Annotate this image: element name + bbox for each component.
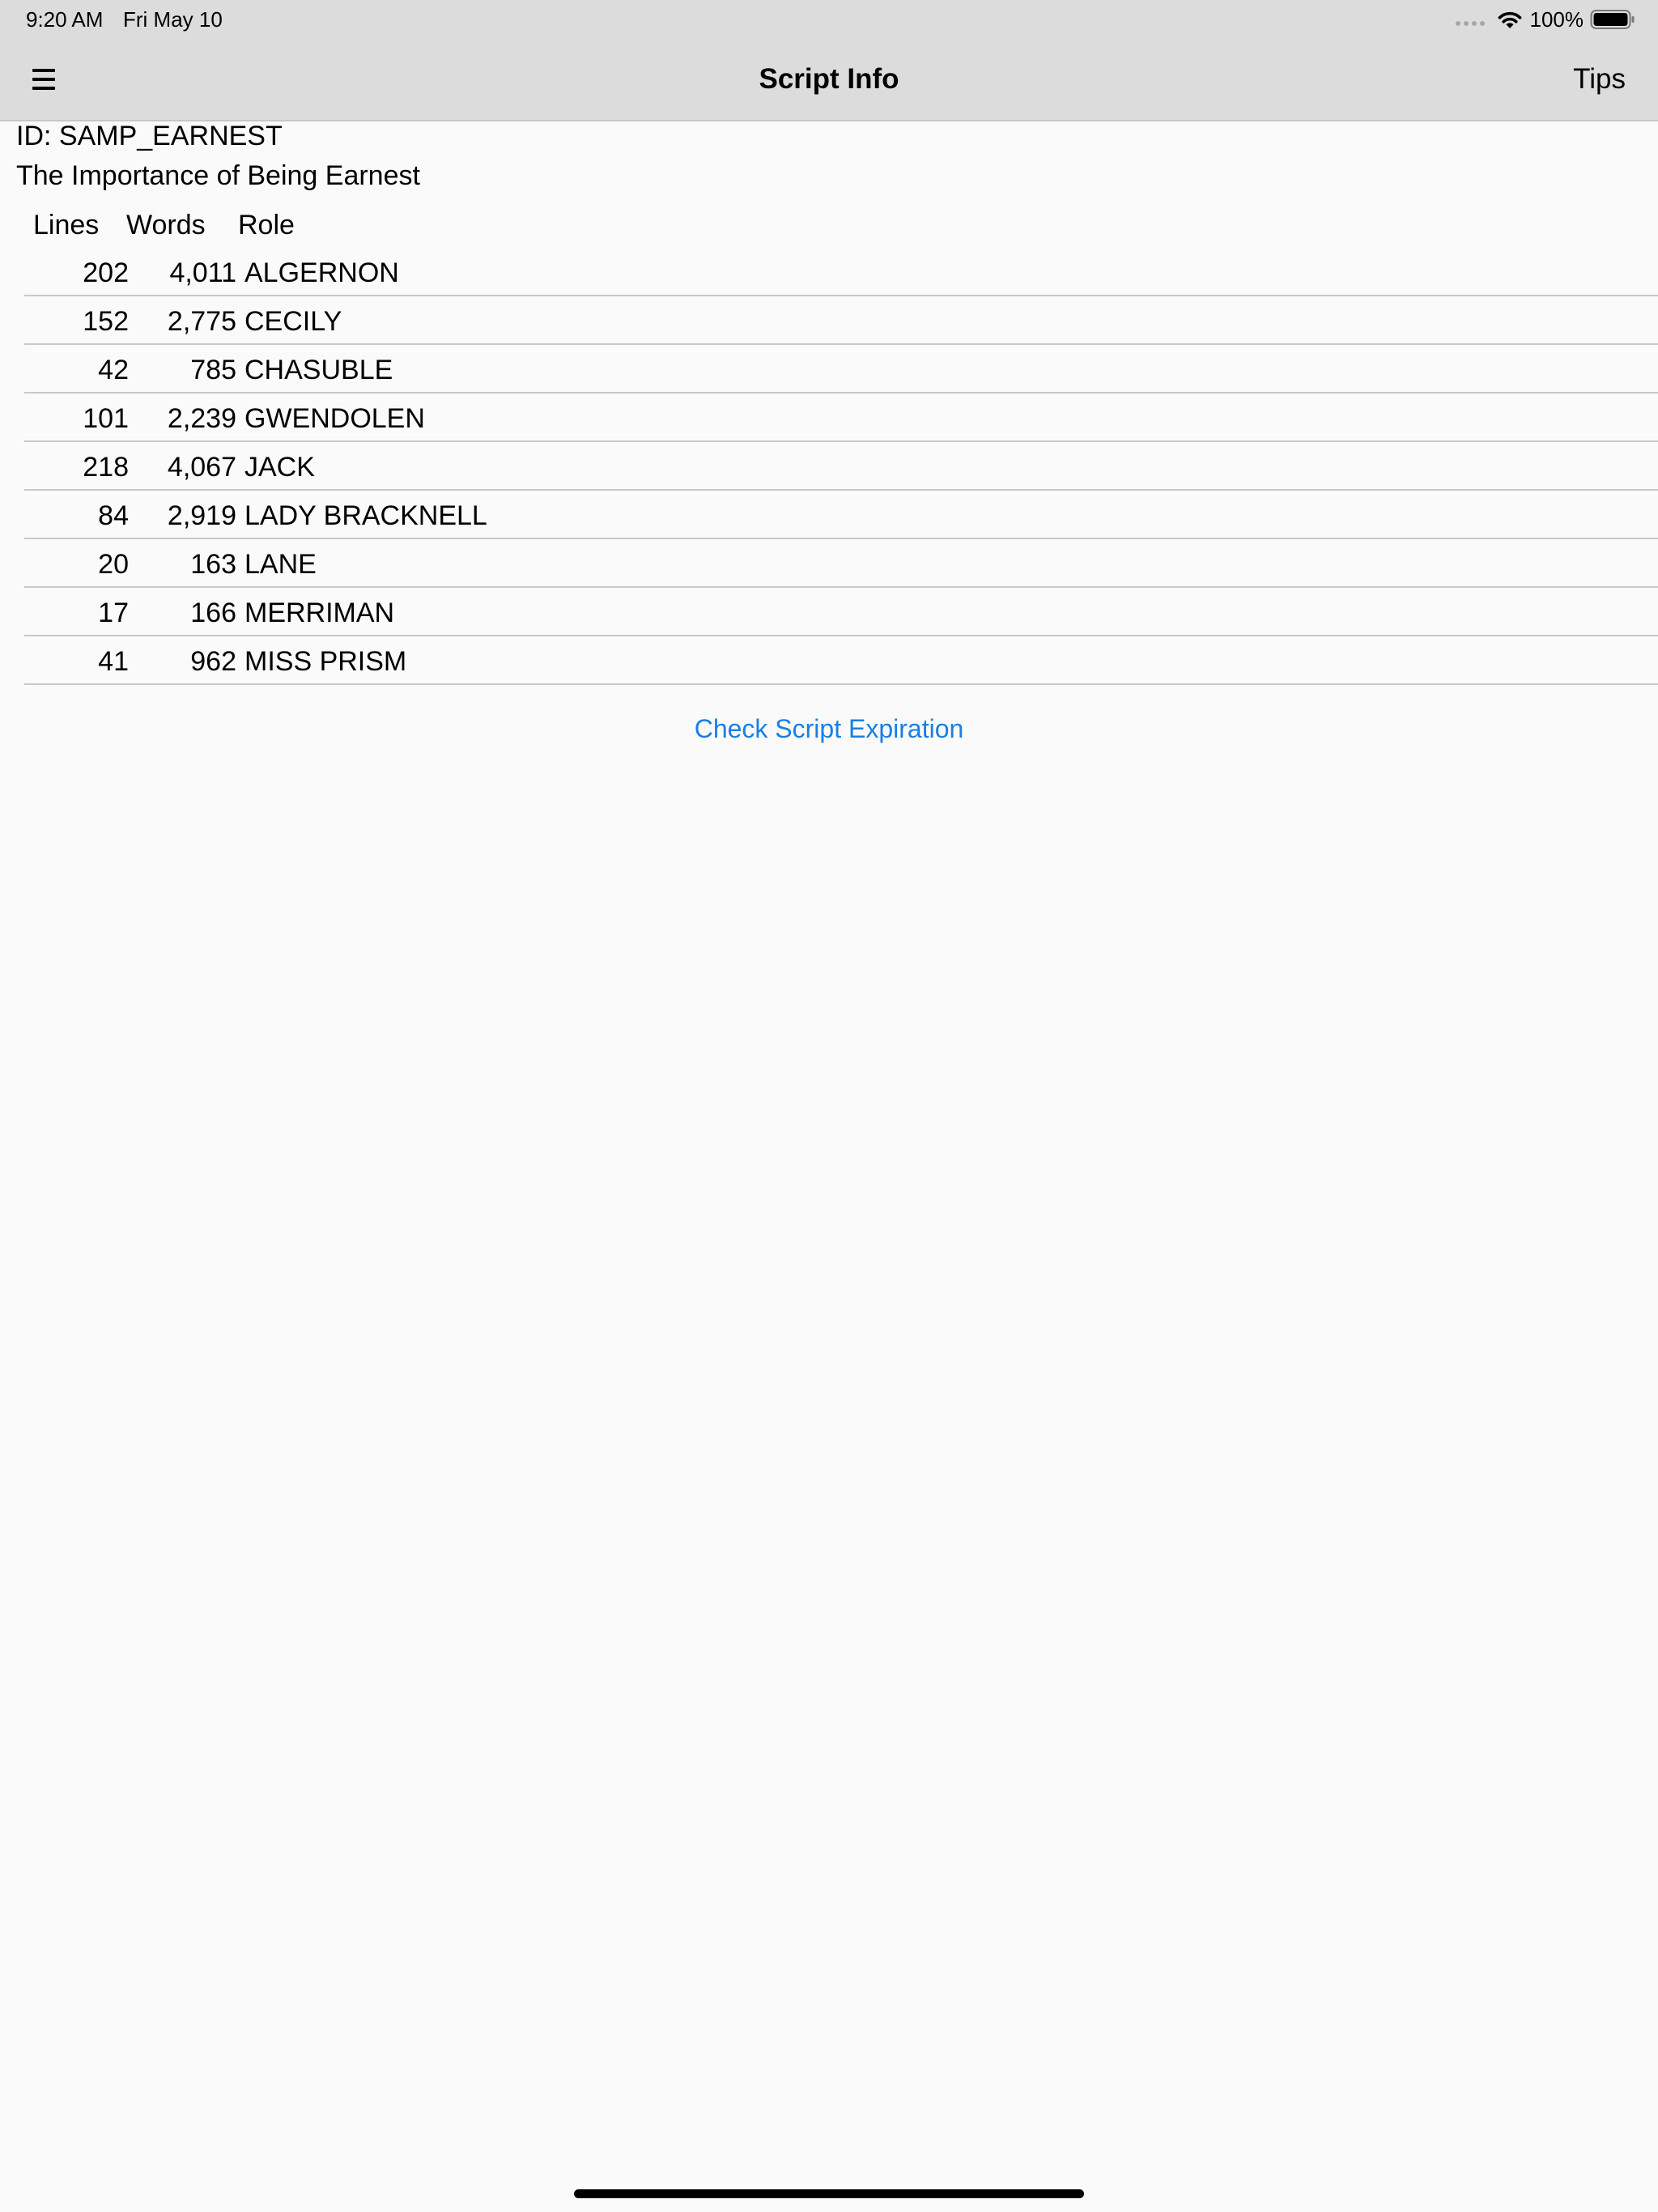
cell-lines: 41 xyxy=(98,646,129,677)
roles-table xyxy=(24,248,1658,685)
table-row[interactable] xyxy=(24,442,1658,491)
cell-words: 785 xyxy=(190,355,236,385)
cell-role: CECILY xyxy=(244,306,342,337)
cell-lines: 17 xyxy=(98,598,129,628)
cell-lines: 218 xyxy=(83,452,129,483)
table-row[interactable] xyxy=(24,345,1658,393)
header-words: Words xyxy=(126,210,206,240)
status-indicators xyxy=(1456,5,1636,34)
cell-lines: 84 xyxy=(98,500,129,531)
cell-role: CHASUBLE xyxy=(244,355,393,385)
cell-words: 4,067 xyxy=(167,452,236,483)
cell-words: 166 xyxy=(190,598,236,628)
cell-role: MISS PRISM xyxy=(244,646,407,677)
cell-lines: 152 xyxy=(83,306,129,337)
cell-words: 163 xyxy=(190,549,236,580)
header-role: Role xyxy=(238,210,295,240)
table-row[interactable] xyxy=(24,588,1658,636)
table-row[interactable] xyxy=(24,636,1658,685)
cell-words: 2,775 xyxy=(167,306,236,337)
cell-lines: 42 xyxy=(98,355,129,385)
table-row[interactable] xyxy=(24,296,1658,345)
status-date: Fri May 10 xyxy=(123,7,223,32)
script-title: The Importance of Being Earnest xyxy=(16,160,420,191)
wifi-icon xyxy=(1496,9,1524,30)
home-indicator[interactable] xyxy=(574,2189,1084,2198)
cell-role: MERRIMAN xyxy=(244,598,395,628)
check-script-expiration-link[interactable]: Check Script Expiration xyxy=(694,714,964,743)
cell-role: LANE xyxy=(244,549,317,580)
table-row[interactable] xyxy=(24,393,1658,442)
cell-role: GWENDOLEN xyxy=(244,403,425,434)
cell-role: ALGERNON xyxy=(244,257,399,288)
status-time: 9:20 AM xyxy=(26,7,104,32)
table-row[interactable] xyxy=(24,491,1658,539)
table-row[interactable] xyxy=(24,248,1658,296)
cell-words: 962 xyxy=(190,646,236,677)
table-row[interactable] xyxy=(24,539,1658,588)
cell-words: 4,011 xyxy=(169,257,236,288)
cell-lines: 20 xyxy=(98,549,129,580)
cell-words: 2,919 xyxy=(167,500,236,531)
battery-icon xyxy=(1590,9,1635,30)
header-lines: Lines xyxy=(33,210,100,240)
script-id: ID: SAMP_EARNEST xyxy=(16,121,283,151)
cell-lines: 202 xyxy=(83,257,129,288)
cellular-signal-icon xyxy=(1456,21,1485,26)
cell-role: LADY BRACKNELL xyxy=(244,500,487,531)
cell-role: JACK xyxy=(244,452,315,483)
table-header xyxy=(24,207,510,243)
battery-percentage: 100% xyxy=(1529,7,1584,32)
cell-words: 2,239 xyxy=(167,403,236,434)
cell-lines: 101 xyxy=(83,403,129,434)
tips-button[interactable]: Tips xyxy=(1573,63,1626,95)
top-bar xyxy=(0,0,1658,121)
page-title: Script Info xyxy=(759,63,899,95)
